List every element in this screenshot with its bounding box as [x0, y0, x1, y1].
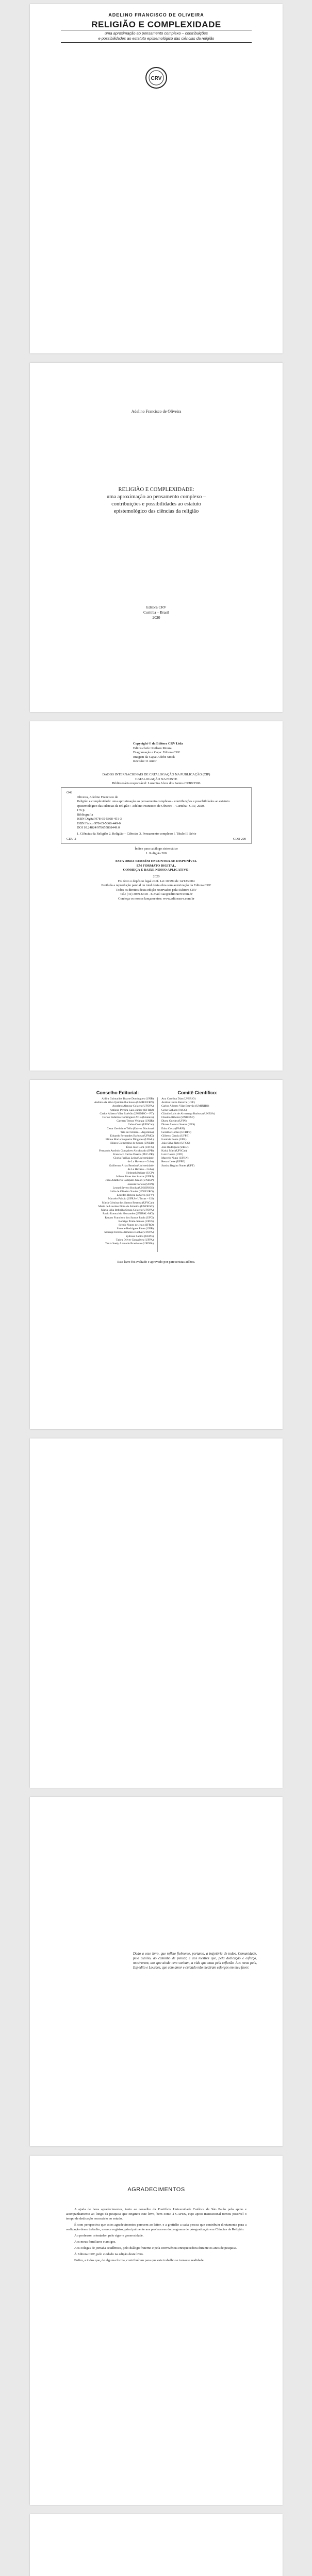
editorial-board-member: Elizeu Clementino de Souza (UNEB)	[110, 1142, 154, 1145]
editorial-board-member: Tania Suely Azevedo Brasileiro (UFOPA)	[105, 1242, 154, 1245]
scientific-committee-member: Marcelo Nuno (UFRN)	[161, 1157, 189, 1160]
acknowledgement-paragraph: Aos colegas de jornada acadêmica, pelo diálogo fraterno e pela convivência enriquecedora durante os anos de pesquisa.	[74, 2246, 237, 2250]
editorial-board-list	[81, 1097, 154, 1246]
scientific-committee-member: Celso Gabatz (FACC)	[161, 1108, 187, 1112]
blank-page	[30, 1438, 283, 1788]
svg-text:CRV: CRV	[151, 76, 162, 81]
scientific-committee-member: Sandra Regina Nunes (UFT)	[161, 1164, 195, 1167]
catalog-description: Religião e complexidade: uma aproximação ao pensamento complexo – contribuições e possibilidades ao estatuto epistemológico das ciências da religião / Adelino Francisco de Oliveira – Curitiba : CRV, 2020.	[77, 800, 230, 808]
scientific-committee-member: Edna Costa (FARN)	[161, 1127, 185, 1130]
editorial-board-member: Eduardo Fernandes Barbosa (UFMG)	[110, 1134, 154, 1138]
editorial-board-heading: Conselho Editorial:	[96, 1090, 139, 1095]
editorial-board-member: Antônio Pereira Gaio Júnior (UFRRJ)	[109, 1108, 154, 1112]
scientific-committee-member: Carlos Alberto Vilar Estevão (UMINHO)	[161, 1105, 209, 1108]
scientific-committee-member: Ivanilde Fonte (UFR)	[161, 1138, 187, 1142]
editorial-board-member: Francisco Carlos Duarte (PUC-PR)	[112, 1153, 154, 1157]
digital-notice-line-3: CONHEÇA E BAIXE NOSSO APLICATIVO!	[123, 868, 190, 872]
credit-line-2: Editor-chefe: Railson Moura	[133, 746, 172, 750]
cover-page	[30, 4, 283, 353]
legal-line-2: Proibida a reprodução parcial ou total desta obra sem autorização da Editora CRV	[101, 884, 211, 887]
publisher-year: 2020	[152, 615, 160, 620]
credit-line-1: Copyright © da Editora CRV Ltda	[133, 742, 183, 745]
editorial-board-member: Gloria Fariñas León (Universidade	[113, 1157, 154, 1160]
editorial-board-member: Helmuth Krüger (UCP)	[126, 1172, 154, 1175]
editorial-board-member: Carmen Tereza Velanga (UNIR)	[117, 1120, 154, 1123]
cover-subtitle-line-2: e possibilidades ao estatuto epistemológico das ciências da religião	[98, 36, 215, 41]
editorial-board-member: Sérgio Nunes de Jesus (IFRO)	[119, 1223, 154, 1227]
scientific-committee-member: Andrea Luiza Bezerra (UFF)	[161, 1101, 195, 1105]
editorial-board-member: Guillermo Arias Beatón (Universidade	[109, 1164, 154, 1167]
editorial-board-member: Élsio José Corá (UFFS)	[126, 1145, 154, 1149]
catalog-card	[61, 787, 252, 844]
publisher-city: Curitiba – Brasil	[143, 610, 169, 615]
title-line-1: RELIGIÃO E COMPLEXIDADE:	[118, 487, 194, 493]
scientific-committee-member: Kaiuá Mari (UFSCar)	[161, 1149, 187, 1153]
cover-title: RELIGIÃO E COMPLEXIDADE	[91, 20, 221, 29]
editorial-board-member: Aldira Guimarães Duarte Domínguez (UNB)	[102, 1097, 154, 1100]
editorial-board-member: Três de Febrero – Argentina)	[120, 1130, 154, 1134]
dedication-text: Dado a esse livro, que reflete fielmente, portanto, a trajetória de todos. Comunidade, pelo auxílio, ao caminho de pensar, e aos mestres que, pela dedicação e esforço, mostraram, aos que ainda nem sonham, a vida que ousa pela reflexão. Aos meus pais, Expedito e Lourdes, que com amor e cuidado não mediram esforços em meu favor.	[133, 1952, 257, 1970]
scientific-committee-member: João Silva Neto (UFCG)	[161, 1142, 190, 1145]
title-line-3: contribuições e possibilidades ao estatuto	[111, 501, 201, 507]
catalog-heading	[61, 773, 252, 786]
catalog-cdu: CDU 2	[67, 837, 76, 841]
index-entry: 1. Religião 200	[146, 851, 167, 855]
scientific-committee-heading: Comitê Científico:	[177, 1090, 218, 1095]
scientific-committee-member: Renan Leite (UFPE)	[161, 1160, 185, 1164]
scientific-committee-member: Cláudio Luis de Alvarenga Barbosa (UNESA)	[161, 1112, 215, 1115]
editorial-board-member: Paulo Romualdo Hernandes (UNIFAL-MG)	[103, 1212, 154, 1216]
cover-author: ADELINO FRANCISCO DE OLIVEIRA	[108, 12, 204, 18]
editorial-board-member: Tadeu Oliver Gonçalves (UFPA)	[116, 1238, 154, 1242]
catalog-pages: 176 p.	[77, 808, 86, 812]
editorial-board-member: João Adalberto Campato Junior (UNESP)	[105, 1179, 154, 1182]
title-line-2: uma aproximação ao pensamento complexo –	[106, 494, 206, 500]
scientific-committee-member: Gilberto Garcia (UFPB)	[161, 1134, 190, 1138]
acknowledgement-paragraph: A ajuda de bons agradecimentos, tanto ao conselho da Pontifícia Universidade Católica de São Paulo pelo apoio e acompanhamento ao longo da pesquisa que originou este livro, bem como à CAPES, cujo apoio institucional tornou possível o tempo de dedicação necessário ao estudo.	[66, 2208, 247, 2221]
editorial-board-member: Carlos Federico Dominguez Avila (Unieuro)	[102, 1116, 154, 1120]
editorial-board-member: Sydione Santos (UEPG)	[125, 1234, 154, 1238]
board-note: Este livro foi avaliado e aprovado por pareceristas ad hoc.	[117, 1260, 195, 1264]
copyright-page	[30, 721, 283, 1071]
scientific-committee-member: Claudio Ribeiro (UNIFESP)	[161, 1116, 194, 1120]
legal-line-4: Tel.: (41) 3039-6418 - E-mail: sac@editoracrv.com.br	[120, 892, 193, 896]
acknowledgement-paragraph: Aos meus familiares e amigos.	[74, 2240, 117, 2244]
catalog-cdd: CDD 200	[233, 837, 246, 841]
legal-block	[61, 875, 252, 901]
scientific-committee-member: Geraldo Gomes (UFRPE)	[161, 1130, 191, 1134]
legal-line-5: Conheça os nossos lançamentos: www.editoracrv.com.br	[118, 896, 194, 901]
scientific-committee-member: Dimas Alencar Soares (UFS)	[161, 1123, 195, 1127]
index-block	[61, 847, 252, 856]
editorial-board-member: Andréia da Silva Quintanilha Sousa (UNIR/UFRN)	[94, 1101, 154, 1105]
scientific-committee-list	[161, 1097, 234, 1168]
scientific-committee-member: Ana Carolina Dias (UNIRIO)	[161, 1097, 196, 1100]
editorial-board-member: Jailson Alves dos Santos (UFRJ)	[116, 1175, 154, 1179]
editorial-board-member: Maria Cristina dos Santos Bezerra (UFSCar)	[102, 1201, 154, 1205]
digital-notice	[61, 859, 252, 873]
editorial-board-member: Celso Conti (UFSCar)	[127, 1123, 154, 1127]
catalog-title: DADOS INTERNACIONAIS DE CATALOGAÇÃO NA PUBLICAÇÃO (CIP)	[102, 773, 210, 776]
editorial-board-member: Anselmo Alencar Colares (UFOPA)	[112, 1105, 154, 1108]
acknowledgement-paragraph: É com perspectiva que estes agradecimentos parecem ao leitor, e a gratidão a cada pessoa que contribuiu diretamente para a realização desse trabalho, merece registro, principalmente aos professores do programa de pós-graduação em Ciências da Religião.	[66, 2223, 247, 2231]
credit-line-4: Imagem da Capa: Adobe Stock	[133, 755, 175, 759]
digital-notice-line-2: EM FORMATO DIGITAL.	[136, 863, 176, 868]
editorial-board-member: Renato Francisco dos Santos Paula (UFG)	[105, 1216, 154, 1219]
scientific-committee-member: Luiz Cassio (UFF)	[161, 1153, 183, 1157]
publisher-block	[30, 605, 283, 620]
editorial-board-member: de La Havana – Cuba)	[127, 1167, 154, 1171]
editorial-board-member: Lídia de Oliveira Xavier (UNIEURO)	[109, 1190, 154, 1194]
title-page-author: Adelino Francisco de Oliveira	[131, 409, 182, 414]
board-divider	[157, 1097, 158, 1252]
editorial-board-member: Elione Maria Nogueira Diogenes (UFAL)	[105, 1138, 154, 1142]
legal-line-1: Foi feito o depósito legal conf. Lei 10.994 de 14/12/2004	[118, 879, 195, 883]
index-title: Índice para catálogo sistemático	[135, 847, 178, 851]
editorial-board-member: Josania Portela (UFPI)	[127, 1182, 154, 1186]
acknowledgements-body	[66, 2207, 247, 2264]
editorial-board-member: Maria Lília Imbiriba Sousa Colares (UFOPA)	[101, 1209, 154, 1212]
acknowledgements-title: AGRADECIMENTOS	[127, 2187, 185, 2193]
editorial-board-member: Cesar Gerónimo Tello (Univer. Nacional	[107, 1127, 154, 1130]
legal-year: 2020	[153, 875, 160, 878]
editorial-board-member: Rodrigo Pratte-Santos (UFES)	[118, 1219, 154, 1223]
editorial-board-member: Fernando Antônio Gonçalves Alcoforado (IPB)	[99, 1149, 154, 1153]
catalog-bibliography: Bibliografia	[77, 812, 93, 817]
editorial-board-member: de La Havana – Cuba)	[127, 1160, 154, 1164]
title-page-title	[76, 486, 236, 515]
cover-rule-bottom	[61, 42, 252, 43]
scientific-committee-member: José Rodrigues (UERJ)	[161, 1145, 189, 1149]
acknowledgement-paragraph: Ao professor orientador, pelo rigor e generosidade.	[74, 2234, 144, 2238]
digital-notice-line-1: ESTA OBRA TAMBÉM ENCONTRA-SE DISPONÍVEL	[115, 859, 198, 863]
legal-line-3: Todos os direitos desta edição reservados pela: Editora CRV	[116, 888, 197, 892]
catalog-code: O48	[67, 791, 73, 794]
acknowledgements-page	[30, 2156, 283, 2505]
acknowledgement-paragraph: À Editora CRV, pelo cuidado na edição deste livro.	[74, 2252, 144, 2256]
catalog-doi: DOI 10.24824/978655868449.0	[77, 826, 120, 829]
catalog-subjects: 1. Ciências da Religião 2. Religião – Ciências 3. Pensamento complexo I. Título II. Série	[77, 832, 196, 836]
crv-logo-icon	[144, 66, 168, 90]
catalog-librarian: Bibliotecária responsável: Luzenira Alves dos Santos CRB9/1506	[112, 782, 201, 785]
editorial-board-member: Solange Helena Ximenes-Rocha (UFOPA)	[104, 1231, 154, 1234]
catalog-author: Oliveira, Adelino Francisco de	[77, 795, 118, 799]
credit-line-5: Revisão: O Autor	[133, 759, 157, 763]
title-line-4: epistemológico das ciências da religião	[113, 509, 199, 514]
title-page	[30, 363, 283, 712]
publisher-name: Editora CRV	[146, 605, 167, 609]
catalog-isbn-physical: ISBN Físico 978-65-5868-449-0	[77, 821, 121, 825]
editorial-board-member: Simone Rodrigues Pinto (UNB)	[117, 1227, 154, 1231]
acknowledgement-paragraph: Enfim, a todos que, de alguma forma, contribuíram para que este trabalho se tornasse realidade.	[74, 2259, 205, 2262]
cover-subtitle	[61, 31, 252, 41]
editorial-board-member: Lourdes Helena da Silva (UFV)	[117, 1194, 154, 1197]
scientific-committee-member: Dizeu Guedes (UFPI)	[161, 1120, 187, 1123]
catalog-isbn-digital: ISBN Digital 978-65-5868-451-3	[77, 817, 122, 821]
cover-subtitle-line-1: uma aproximação ao pensamento complexo – contribuições	[104, 31, 208, 36]
editorial-board-member: Carlos Alberto Vilar Estêvão (UMINHO – PT)	[100, 1112, 154, 1115]
catalog-subtitle: CATALOGAÇÃO NA FONTE	[135, 777, 177, 781]
credits-block	[133, 742, 236, 764]
editorial-board-member: Marcelo Paixão (UFRJ e UTexas – US)	[108, 1197, 154, 1201]
board-page	[30, 1080, 283, 1429]
dedication-page	[30, 1797, 283, 2146]
editorial-board-member: Leonel Severo Rocha (UNISINOS)	[112, 1186, 154, 1190]
credit-line-3: Diagramação e Capa: Editora CRV	[133, 751, 180, 754]
editorial-board-member: Maria de Lourdes Pinto de Almeida (UNOESC)	[98, 1205, 154, 1208]
blank-page-2	[30, 2514, 283, 2576]
